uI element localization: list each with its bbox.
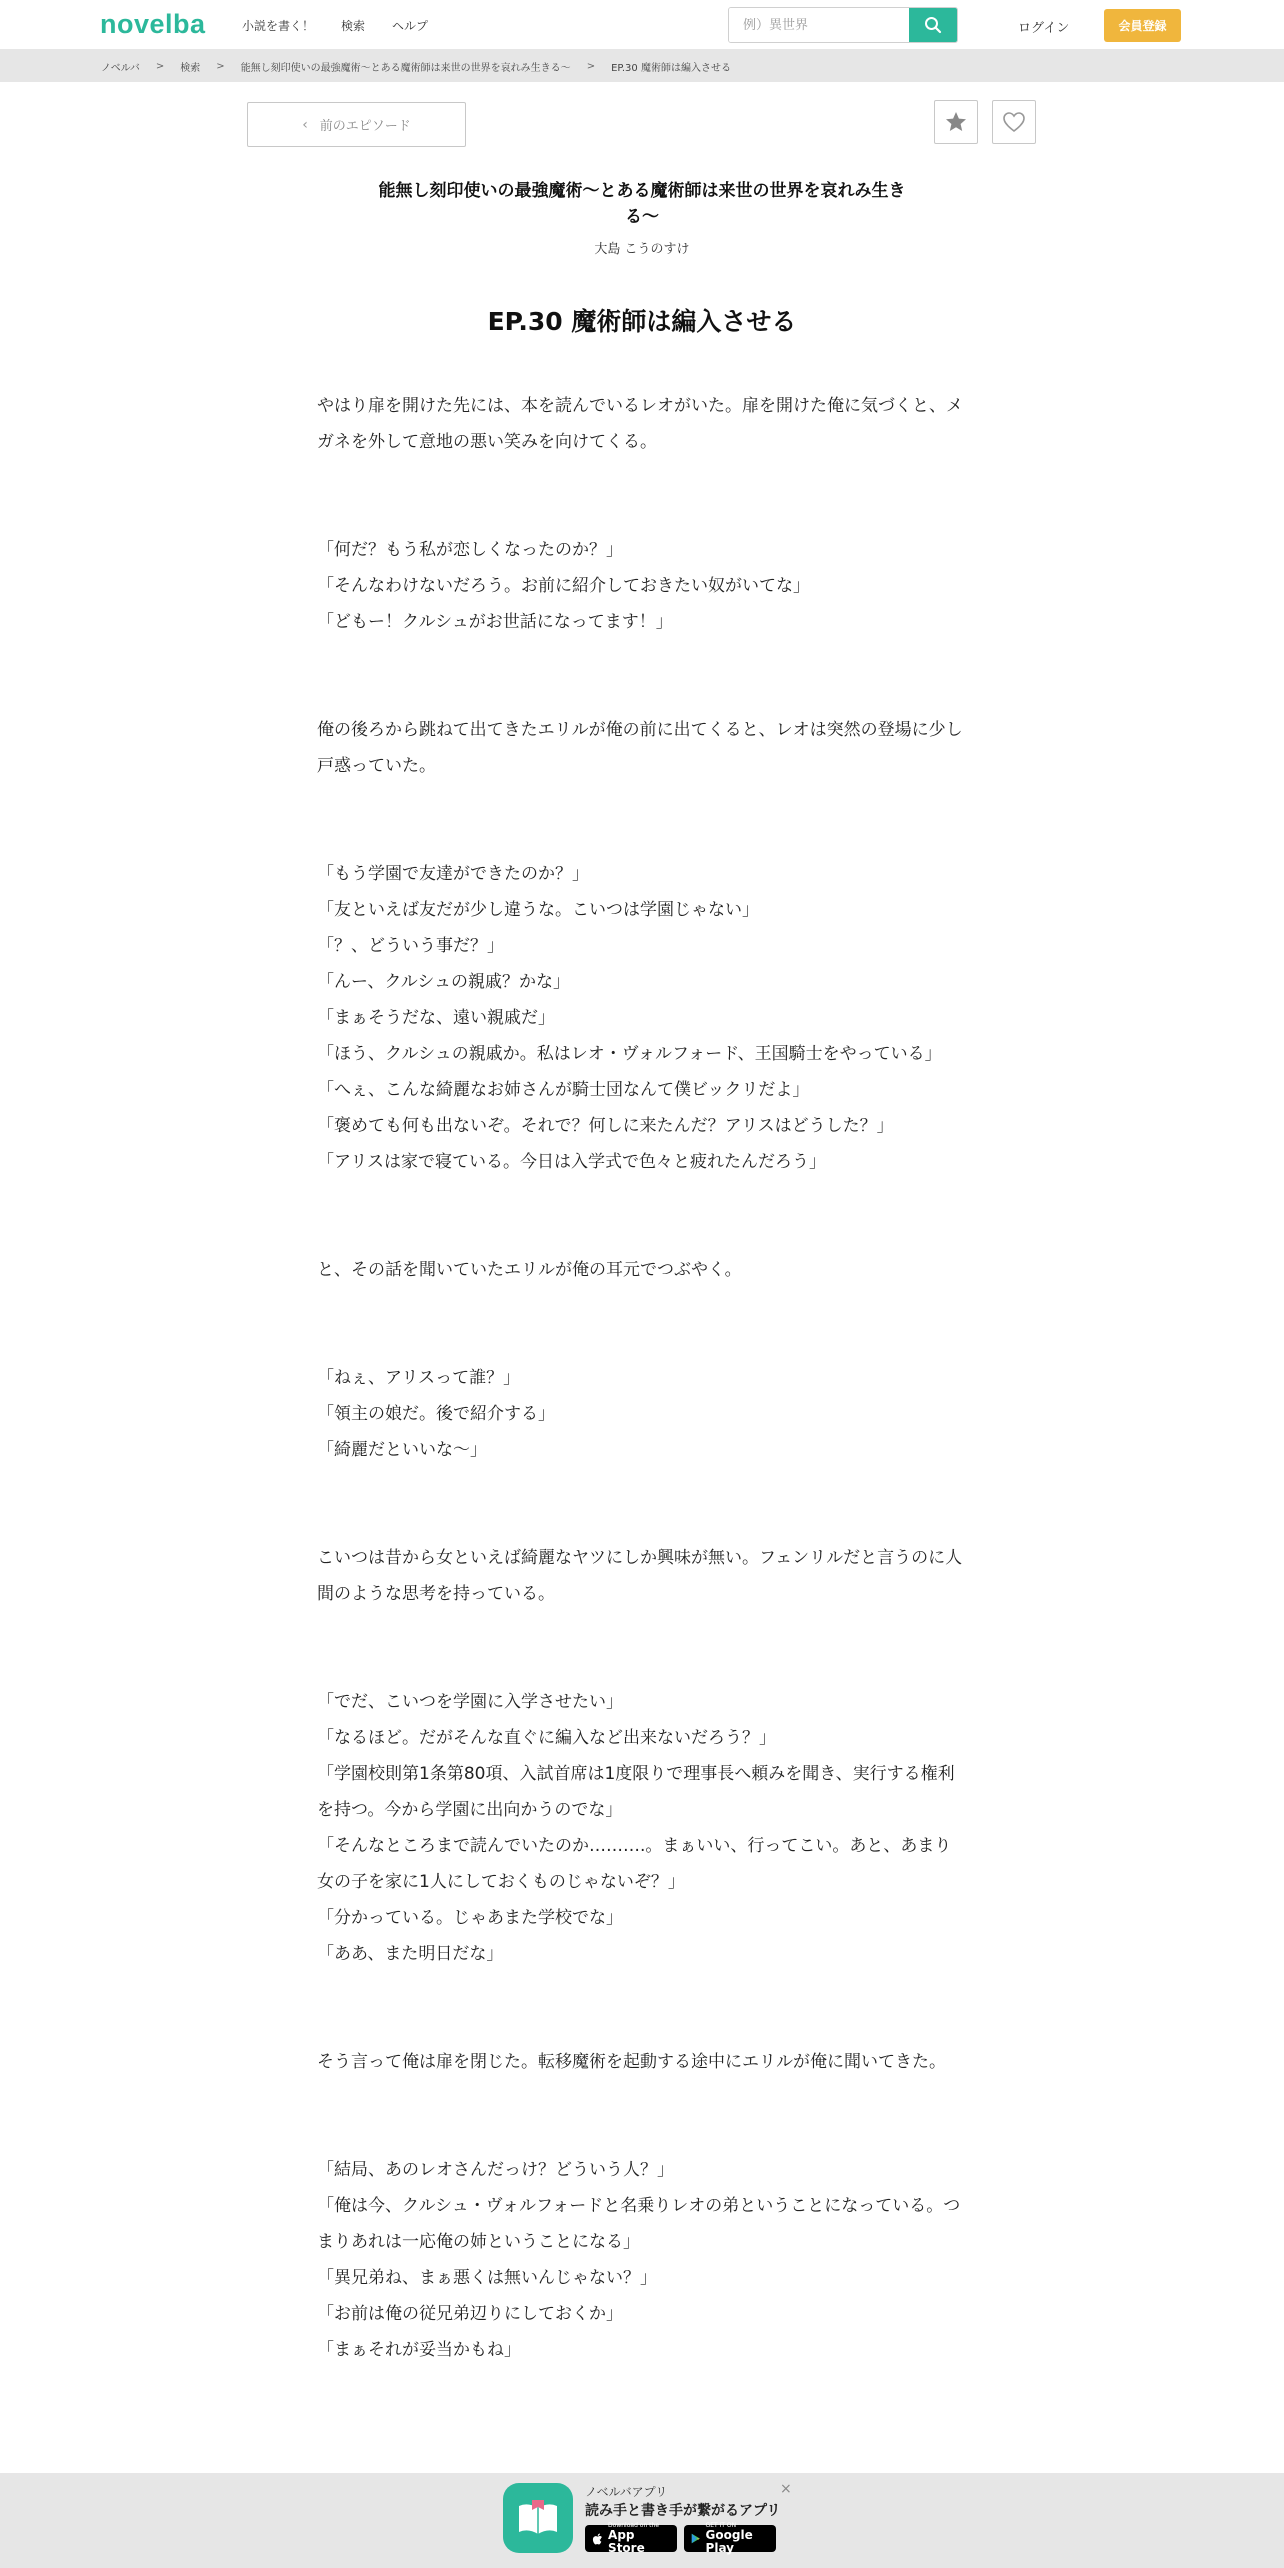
- body-paragraph: 「ねぇ、アリスって誰？」: [317, 1368, 521, 1388]
- body-paragraph: 「異兄弟ね、まぁ悪くは無いんじゃない？」: [317, 2268, 657, 2288]
- body-paragraph: やはり扉を開けた先には、本を読んでいるレオがいた。扉を開けた俺に気づくと、メガネを外して意地の悪い笑みを向けてくる。: [317, 396, 963, 452]
- search-input[interactable]: [729, 8, 909, 42]
- blank-line: [317, 784, 967, 820]
- breadcrumb-separator: >: [586, 60, 596, 72]
- app-store-small-text: Download on the: [608, 2522, 660, 2529]
- body-paragraph: 「でだ、こいつを学園に入学させたい」: [317, 1692, 623, 1712]
- chevron-left-icon: ‹: [302, 116, 308, 133]
- breadcrumb-episode: EP.30 魔術師は編入させる: [611, 62, 731, 74]
- search-icon: [924, 16, 942, 34]
- body-paragraph: 「そんなところまで読んでいたのか……….。まぁいい、行ってこい。あと、あまり女の子を家に1人にしておくものじゃないぞ？」: [317, 1836, 952, 1892]
- google-play-big-text: Google Play: [705, 2528, 753, 2555]
- body-paragraph: 「ほう、クルシュの親戚か。私はレオ・ヴォルフォード、王国騎士をやっている」: [317, 1044, 942, 1064]
- body-paragraph: 「ああ、また明日だな」: [317, 1944, 504, 1964]
- app-banner-tagline: 読み手と書き手が繋がるアプリ: [585, 2503, 781, 2519]
- body-paragraph: 「褒めても何も出ないぞ。それで？何しに来たんだ？アリスはどうした？」: [317, 1116, 894, 1136]
- blank-line: [317, 1612, 967, 1648]
- body-paragraph: と、その話を聞いていたエリルが俺の耳元でつぶやく。: [317, 1260, 742, 1280]
- app-banner-label: ノベルバアプリ: [585, 2485, 668, 2499]
- heart-icon: [1002, 111, 1026, 133]
- star-icon: [944, 110, 968, 134]
- episode-title: EP.30 魔術師は編入させる: [487, 307, 797, 336]
- google-play-small-text: GET IT ON: [705, 2522, 737, 2529]
- blank-line: [317, 2116, 967, 2152]
- blank-line: [317, 460, 967, 496]
- body-paragraph: 「綺麗だといいな〜」: [317, 1440, 487, 1460]
- breadcrumb: [0, 50, 1284, 82]
- blank-line: [317, 2008, 967, 2044]
- blank-line: [317, 640, 967, 676]
- body-paragraph: 俺の後ろから跳ねて出てきたエリルが俺の前に出てくると、レオは突然の登場に少し戸惑っていた。: [317, 720, 963, 776]
- body-paragraph: そう言って俺は扉を閉じた。転移魔術を起動する途中にエリルが俺に聞いてきた。: [317, 2052, 946, 2072]
- breadcrumb-separator: >: [155, 60, 165, 72]
- body-paragraph: 「学園校則第1条第80項、入試首席は1度限りで理事長へ頼みを聞き、実行する権利を持つ。今から学園に出向かうのでな」: [317, 1764, 955, 1820]
- login-link[interactable]: ログイン: [1018, 21, 1070, 36]
- blank-line: [317, 496, 967, 532]
- blank-line: [317, 1288, 967, 1324]
- blank-line: [317, 1972, 967, 2008]
- body-paragraph: 「なるほど。だがそんな直ぐに編入など出来ないだろう？」: [317, 1728, 776, 1748]
- body-paragraph: 「んー、クルシュの親戚？かな」: [317, 972, 571, 992]
- body-paragraph: 「友といえば友だが少し違うな。こいつは学園じゃない」: [317, 900, 759, 920]
- blank-line: [317, 676, 967, 712]
- body-paragraph: 「領主の娘だ。後で紹介する」: [317, 1404, 555, 1424]
- body-paragraph: 「どもー！クルシュがお世話になってます！」: [317, 612, 673, 632]
- body-paragraph: 「もう学園で友達ができたのか？」: [317, 864, 589, 884]
- blank-line: [317, 1324, 967, 1360]
- body-paragraph: 「お前は俺の従兄弟辺りにしておくか」: [317, 2304, 623, 2324]
- body-paragraph: 「アリスは家で寝ている。今日は入学式で色々と疲れたんだろう」: [317, 1152, 826, 1172]
- google-play-icon: [691, 2532, 701, 2545]
- body-paragraph: 「何だ？もう私が恋しくなったのか？」: [317, 540, 623, 560]
- breadcrumb-separator: >: [216, 60, 225, 72]
- body-paragraph: 「そんなわけないだろう。お前に紹介しておきたい奴がいてな」: [317, 576, 810, 596]
- google-play-button[interactable]: [684, 2522, 776, 2555]
- register-button[interactable]: 会員登録: [1104, 9, 1181, 42]
- breadcrumb-home[interactable]: ノベルバ: [101, 62, 140, 74]
- close-icon[interactable]: ×: [780, 2481, 792, 2497]
- apple-icon: [592, 2532, 603, 2546]
- like-heart-button[interactable]: [992, 100, 1036, 144]
- author-name[interactable]: 大島 こうのすけ: [594, 242, 690, 257]
- blank-line: [317, 1504, 967, 1540]
- main-nav: [242, 0, 455, 50]
- novelba-logo[interactable]: novelba: [100, 9, 206, 39]
- body-paragraph: 「結局、あのレオさんだっけ？どういう人？」: [317, 2160, 674, 2180]
- body-paragraph: 「まぁそれが妥当かもね」: [317, 2340, 521, 2360]
- blank-line: [317, 1180, 967, 1216]
- app-store-button[interactable]: [585, 2522, 677, 2555]
- body-paragraph: こいつは昔から女といえば綺麗なヤツにしか興味が無い。フェンリルだと言うのに人間のような思考を持っている。: [317, 1548, 963, 1604]
- nav-write-novel[interactable]: 小説を書く！: [242, 18, 315, 33]
- breadcrumb-search[interactable]: 検索: [180, 62, 201, 74]
- episode-body: [317, 388, 967, 2368]
- search-button[interactable]: [909, 8, 957, 42]
- book-icon: [515, 2498, 561, 2538]
- blank-line: [317, 1216, 967, 1252]
- blank-line: [317, 1648, 967, 1684]
- previous-episode-button[interactable]: [247, 102, 466, 147]
- previous-episode-label: 前のエピソード: [319, 119, 411, 134]
- nav-help[interactable]: ヘルプ: [392, 18, 429, 33]
- breadcrumb-novel[interactable]: 能無し刻印使いの最強魔術〜とある魔術師は来世の世界を哀れみ生きる〜: [240, 62, 571, 74]
- app-banner: [0, 2473, 1284, 2568]
- favorite-star-button[interactable]: [934, 100, 978, 144]
- search-box: [728, 7, 958, 43]
- body-paragraph: 「俺は今、クルシュ・ヴォルフォードと名乗りレオの弟ということになっている。つまりあれは一応俺の姉ということになる」: [317, 2196, 961, 2252]
- body-paragraph: 「？、どういう事だ？」: [317, 936, 504, 956]
- body-paragraph: 「まぁそうだな、遠い親戚だ」: [317, 1008, 555, 1028]
- novel-title[interactable]: 能無し刻印使いの最強魔術〜とある魔術師は来世の世界を哀れみ生きる〜: [378, 181, 906, 227]
- body-paragraph: 「分かっている。じゃあまた学校でな」: [317, 1908, 623, 1928]
- app-store-big-text: App Store: [608, 2528, 645, 2555]
- site-header: [0, 0, 1284, 50]
- blank-line: [317, 2080, 967, 2116]
- blank-line: [317, 820, 967, 856]
- novelba-app-icon[interactable]: [503, 2483, 573, 2553]
- nav-search[interactable]: 検索: [341, 18, 366, 33]
- blank-line: [317, 1468, 967, 1504]
- body-paragraph: 「へぇ、こんな綺麗なお姉さんが騎士団なんて僕ビックリだよ」: [317, 1080, 810, 1100]
